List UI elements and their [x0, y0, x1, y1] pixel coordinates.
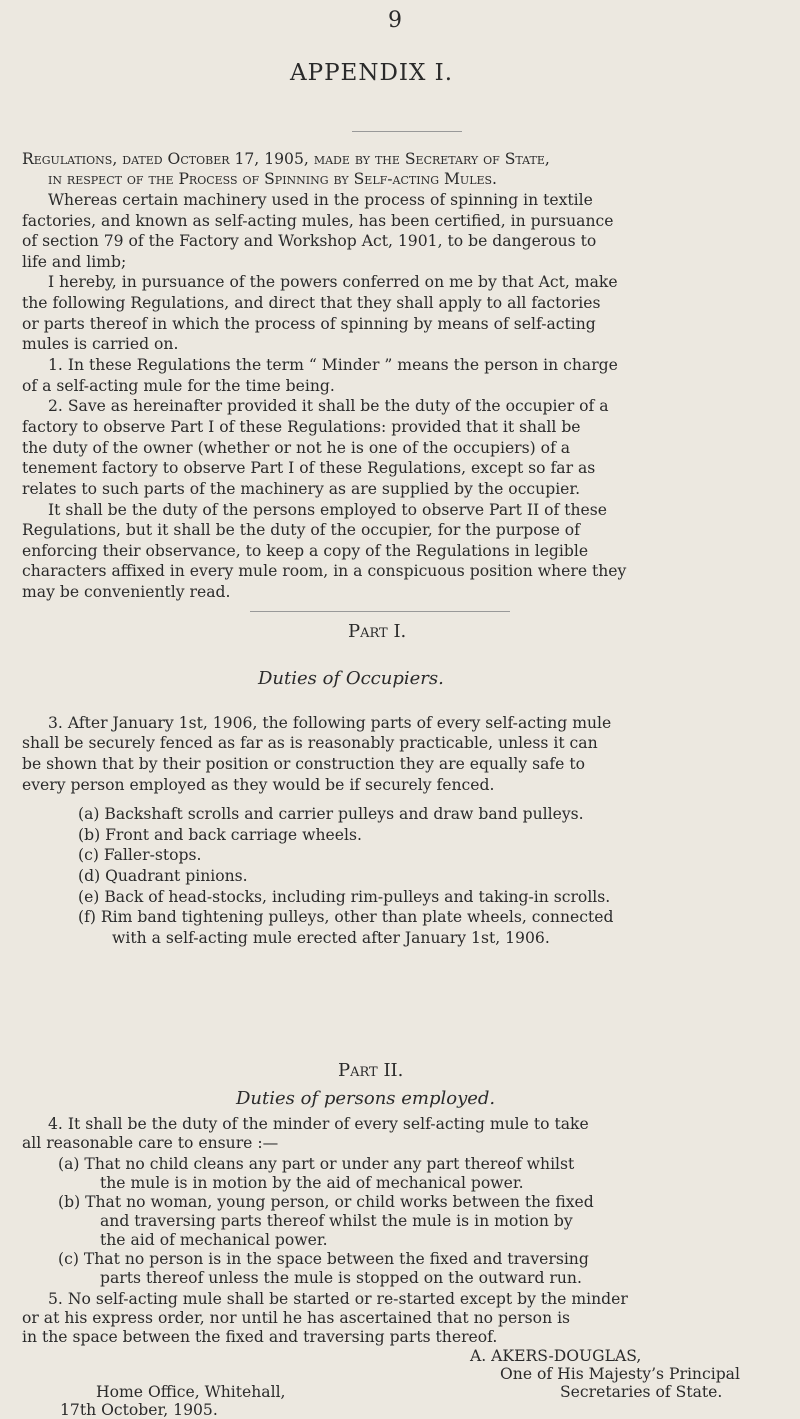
signature-name: A. AKERS-DOUGLAS, [470, 1347, 642, 1365]
paragraph-3-line: be shown that by their position or construction they are equally safe to [22, 755, 586, 773]
part-1-item: (d) Quadrant pinions. [78, 866, 248, 885]
preamble-line: or parts thereof in which the process of spinning by means of self-acting [22, 314, 596, 333]
signature-title: Secretaries of State. [560, 1383, 723, 1401]
part-1-item: (c) Faller-stops. [78, 846, 202, 865]
part-1-item: (e) Back of head-stocks, including rim-pulleys and taking-in scrolls. [78, 887, 611, 906]
part-2-item: the aid of mechanical power. [100, 1231, 328, 1249]
part-2-item: (a) That no child cleans any part or under any part thereof whilst [58, 1155, 575, 1173]
paragraph-4-line: 4. It shall be the duty of the minder of every self-acting mule to take [48, 1115, 589, 1133]
preamble-line: life and limb; [22, 252, 127, 271]
regulation-line: of a self-acting mule for the time being. [22, 376, 335, 395]
part-1-item: (b) Front and back carriage wheels. [78, 825, 362, 844]
part-1-item: (a) Backshaft scrolls and carrier pulleys and draw band pulleys. [78, 804, 584, 823]
regulation-line: tenement factory to observe Part I of these Regulations, except so far as [22, 459, 596, 478]
paragraph-3-line: shall be securely fenced as far as is reasonably practicable, unless it can [22, 734, 598, 753]
regulation-line: factory to observe Part I of these Regulations: provided that it shall be [22, 417, 581, 436]
preamble-line: of section 79 of the Factory and Workshop Act, 1901, to be dangerous to [22, 232, 597, 251]
regulation-line: characters affixed in every mule room, in a conspicuous position where they [22, 562, 627, 581]
preamble-line: mules is carried on. [22, 335, 179, 354]
part-1-subheading: Duties of Occupiers. [258, 667, 444, 689]
regulation-line: may be conveniently read. [22, 583, 231, 601]
page-number: 9 [388, 8, 402, 33]
heading-line-1: Regulations, dated October 17, 1905, made by the Secretary of State, [22, 149, 550, 168]
paragraph-4-line: all reasonable care to ensure :— [22, 1134, 279, 1152]
paragraph-3-line: 3. After January 1st, 1906, the following parts of every self-acting mule [48, 713, 612, 732]
place-line: Home Office, Whitehall, [96, 1383, 286, 1401]
part-2-item: parts thereof unless the mule is stopped on the outward run. [100, 1269, 582, 1287]
part-2-heading: Part II. [338, 1060, 404, 1081]
paragraph-5-line: in the space between the fixed and traversing parts thereof. [22, 1328, 498, 1346]
preamble-line: factories, and known as self-acting mules, has been certified, in pursuance [22, 211, 614, 230]
regulation-line: the duty of the owner (whether or not he is one of the occupiers) of a [22, 438, 571, 457]
title-rule [352, 131, 462, 132]
part-1-item: (f) Rim band tightening pulleys, other than plate wheels, connected [78, 908, 614, 927]
preamble-line: I hereby, in pursuance of the powers conferred on me by that Act, make [48, 273, 618, 292]
heading-line-2: in respect of the Process of Spinning by Self-acting Mules. [48, 170, 498, 189]
part-2-item: (c) That no person is in the space between the fixed and traversing [58, 1250, 589, 1268]
paragraph-3-line: every person employed as they would be if securely fenced. [22, 775, 495, 794]
part-1-item: with a self-acting mule erected after January 1st, 1906. [112, 928, 550, 947]
part-2-subheading: Duties of persons employed. [236, 1088, 496, 1109]
section-rule [250, 611, 510, 612]
paragraph-5-line: or at his express order, nor until he has ascertained that no person is [22, 1309, 571, 1327]
regulation-line: enforcing their observance, to keep a copy of the Regulations in legible [22, 541, 589, 560]
regulation-line: Regulations, but it shall be the duty of the occupier, for the purpose of [22, 521, 580, 540]
date-line: 17th October, 1905. [60, 1401, 218, 1419]
part-2-item: and traversing parts thereof whilst the mule is in motion by [100, 1212, 573, 1230]
regulation-line: relates to such parts of the machinery as are supplied by the occupier. [22, 479, 581, 498]
regulation-line: It shall be the duty of the persons employed to observe Part II of these [48, 500, 607, 519]
signature-title: One of His Majesty’s Principal [500, 1365, 740, 1383]
part-1-heading: Part I. [348, 620, 407, 642]
appendix-title: APPENDIX I. [290, 60, 454, 86]
part-2-item: the mule is in motion by the aid of mechanical power. [100, 1174, 524, 1192]
preamble-line: Whereas certain machinery used in the process of spinning in textile [48, 190, 593, 209]
regulation-line: 1. In these Regulations the term “ Minder ” means the person in charge [48, 356, 618, 374]
part-2-item: (b) That no woman, young person, or child works between the fixed [58, 1193, 594, 1211]
regulation-line: 2. Save as hereinafter provided it shall be the duty of the occupier of a [48, 397, 609, 416]
paragraph-5-line: 5. No self-acting mule shall be started or re-started except by the minder [48, 1290, 628, 1308]
preamble-line: the following Regulations, and direct that they shall apply to all factories [22, 294, 601, 313]
